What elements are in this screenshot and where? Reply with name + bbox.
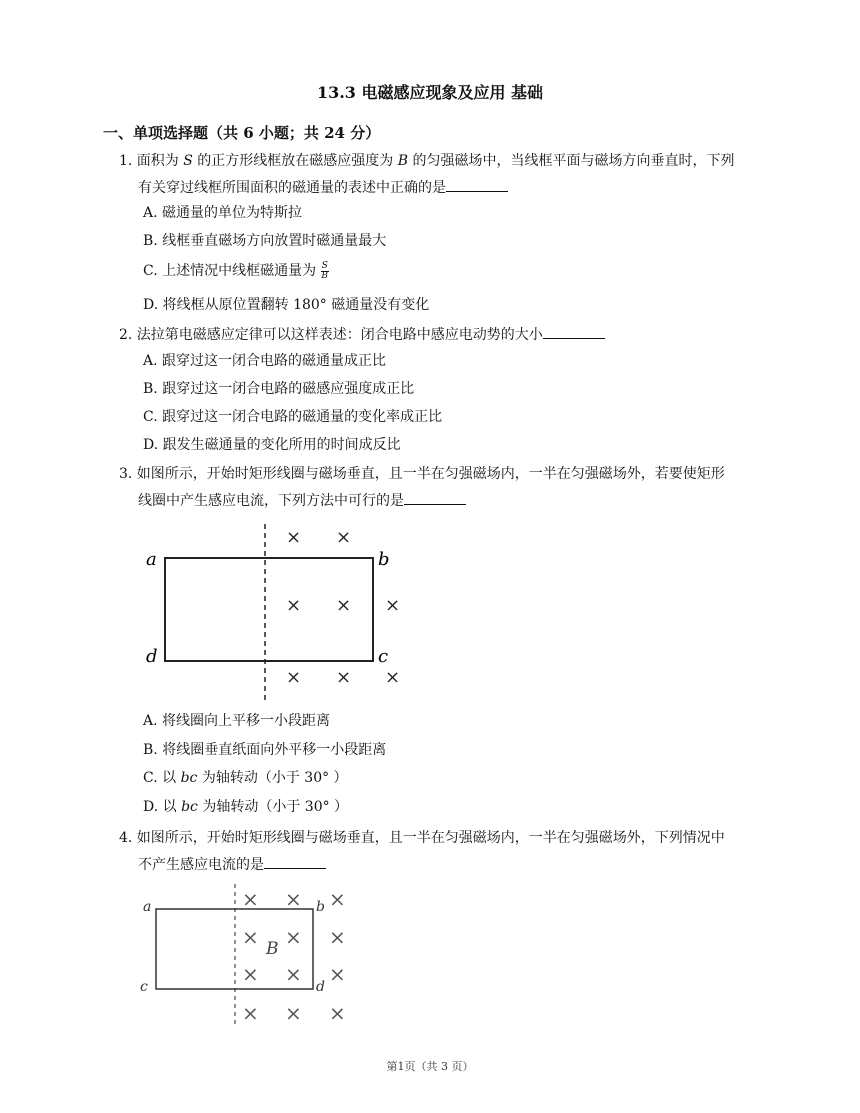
magnetic-field-crosses: [242, 887, 346, 1025]
label-b: b: [378, 549, 390, 570]
label-a: a: [143, 899, 152, 915]
label-c: c: [140, 979, 148, 995]
svg-text:×: ×: [336, 527, 352, 548]
label-c: c: [378, 646, 389, 667]
answer-blank[interactable]: [404, 490, 466, 505]
svg-text:×: ×: [285, 962, 302, 986]
svg-text:×: ×: [286, 595, 302, 616]
page-title: 13.3 电磁感应现象及应用 基础: [316, 83, 544, 102]
svg-text:×: ×: [336, 667, 352, 688]
svg-text:×: ×: [285, 1001, 302, 1025]
svg-text:×: ×: [242, 1001, 259, 1025]
svg-text:×: ×: [242, 925, 259, 949]
label-field-b: B: [266, 939, 279, 959]
q3-option-b[interactable]: B. 将线圈垂直纸面向外平移一小段距离: [143, 742, 387, 758]
page-footer: 第1页（共 3 页）: [386, 1060, 474, 1073]
svg-text:×: ×: [329, 962, 346, 986]
figure-q4-coil-in-field: [138, 882, 358, 1027]
svg-text:×: ×: [336, 595, 352, 616]
answer-blank[interactable]: [543, 324, 605, 339]
q3-option-a[interactable]: A. 将线圈向上平移一小段距离: [143, 713, 331, 729]
q1-option-b[interactable]: B. 线框垂直磁场方向放置时磁通量最大: [143, 233, 387, 249]
q2-option-c[interactable]: C. 跟穿过这一闭合电路的磁通量的变化率成正比: [143, 409, 443, 425]
q3-option-d[interactable]: D. 以 bc 为轴转动（小于 30° ）: [143, 799, 349, 815]
label-d: d: [146, 646, 158, 667]
svg-text:×: ×: [385, 595, 401, 616]
fraction-s-over-b: $\frac{S}{B}$: [321, 260, 328, 281]
q1-option-a[interactable]: A. 磁通量的单位为特斯拉: [143, 205, 303, 221]
question-2-stem: 2. 法拉第电磁感应定律可以这样表述：闭合电路中感应电动势的大小: [119, 322, 769, 349]
q1-option-d[interactable]: D. 将线框从原位置翻转 180° 磁通量没有变化: [143, 297, 430, 313]
question-4-stem: 4. 如图所示，开始时矩形线圈与磁场垂直，且一半在匀强磁场内，一半在匀强磁场外，下列情况中 不产生感应电流的是: [119, 830, 725, 873]
answer-blank[interactable]: [264, 854, 326, 869]
svg-text:×: ×: [286, 527, 302, 548]
svg-text:×: ×: [329, 887, 346, 911]
question-3-stem: 3. 如图所示，开始时矩形线圈与磁场垂直，且一半在匀强磁场内，一半在匀强磁场外，若要使矩形 线圈中产生感应电流，下列方法中可行的是: [119, 466, 725, 509]
label-b: b: [316, 899, 325, 915]
question-1-stem: 1. 面积为 S 的正方形线框放在磁感应强度为 B 的匀强磁场中，当线框平面与磁场方向垂直时，下列 有关穿过线框所围面积的磁通量的表述中正确的是: [119, 153, 735, 196]
q3-option-c[interactable]: C. 以 bc 为轴转动（小于 30° ）: [143, 770, 348, 786]
svg-text:×: ×: [286, 667, 302, 688]
answer-blank[interactable]: [446, 177, 508, 192]
svg-text:×: ×: [242, 887, 259, 911]
svg-text:×: ×: [242, 962, 259, 986]
svg-text:×: ×: [385, 667, 401, 688]
svg-text:×: ×: [285, 887, 302, 911]
q2-option-a[interactable]: A. 跟穿过这一闭合电路的磁通量成正比: [143, 353, 387, 369]
q2-option-b[interactable]: B. 跟穿过这一闭合电路的磁感应强度成正比: [143, 381, 415, 397]
label-d: d: [316, 979, 325, 995]
q1-option-c[interactable]: C. 上述情况中线框磁通量为 $\frac{S}{B}$: [143, 260, 328, 281]
q2-option-d[interactable]: D. 跟发生磁通量的变化所用的时间成反比: [143, 437, 401, 453]
svg-text:×: ×: [285, 925, 302, 949]
svg-text:×: ×: [329, 1001, 346, 1025]
label-a: a: [146, 549, 157, 570]
section-heading: 一、单项选择题（共 6 小题；共 24 分）: [103, 124, 381, 142]
figure-q3-coil-in-field: [140, 520, 420, 705]
svg-text:×: ×: [329, 925, 346, 949]
